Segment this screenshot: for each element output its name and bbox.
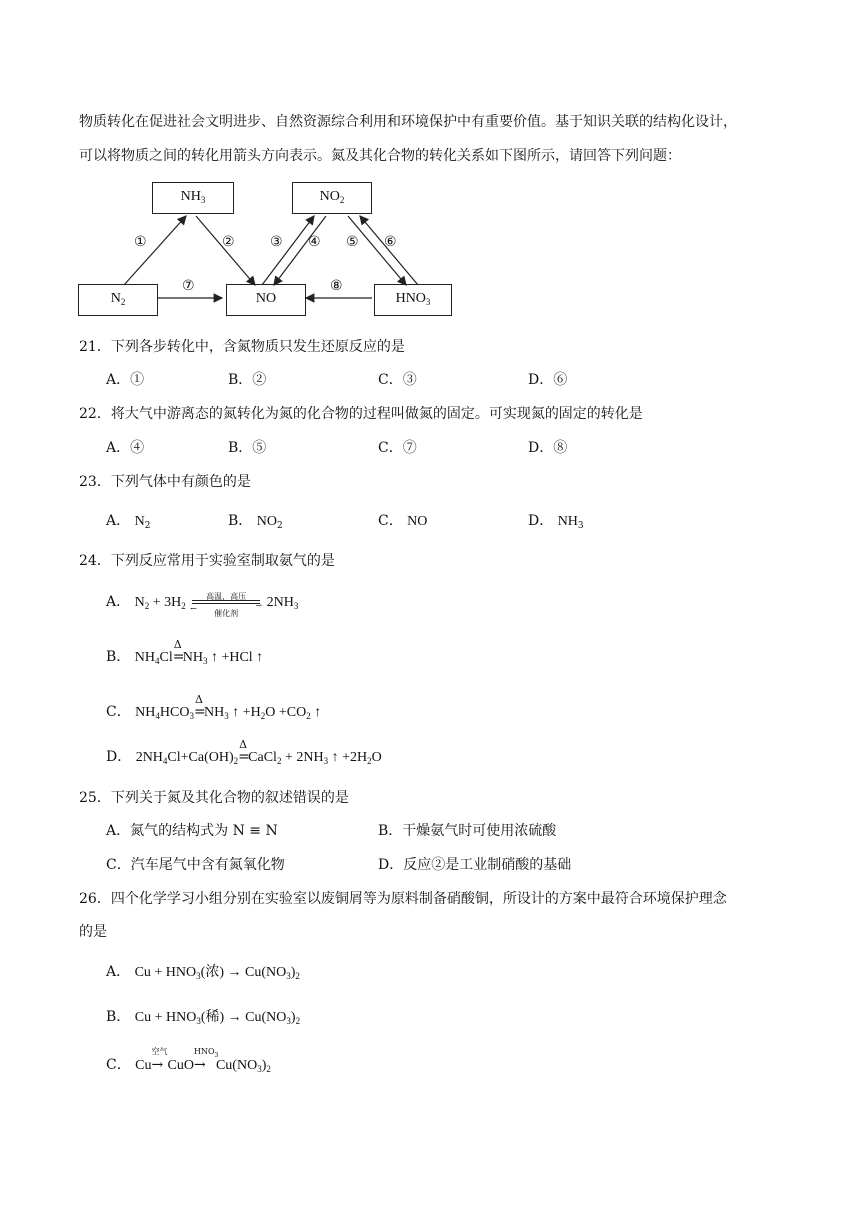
q21-option-b[interactable]: B．②: [228, 372, 267, 388]
q26-c-condition-1: 空气: [151, 1047, 168, 1056]
q24-option-a[interactable]: A． $N_2 + 3H_2$ 高温，高压 ⇀ ↽ 催化剂 $2NH_3$: [106, 592, 298, 613]
q22-option-a[interactable]: A．④: [106, 440, 145, 456]
q25-option-a[interactable]: A．氮气的结构式为 N ≡ N: [106, 823, 278, 839]
q24-option-c[interactable]: C． $NH_4HCO_3$ Δ $=NH_3$ ↑ $+H_2O +CO_2$ ↑: [106, 693, 322, 721]
arrow-2: [196, 216, 255, 285]
q24-a-condition-bottom: 催化剂: [214, 609, 239, 618]
q26-option-a[interactable]: A． $Cu + HNO_3$(浓) → $Cu(NO_3)_2$: [106, 964, 300, 981]
label-1: ①: [134, 234, 147, 250]
box-nh3: $NH_3$: [152, 182, 234, 214]
arrow-3: [262, 216, 314, 285]
q26-stem-line-1: 26．四个化学学习小组分别在实验室以废铜屑等为原料制备硝酸铜，所设计的方案中最符合环境保护理念: [79, 891, 727, 907]
label-2: ②: [222, 234, 235, 250]
box-no2: $NO_2$: [292, 182, 372, 214]
q23-option-b[interactable]: B． $NO_2$: [228, 513, 283, 531]
box-n2: $N_2$: [78, 284, 158, 316]
q24-a-condition-top: 高温，高压: [206, 592, 247, 601]
q25-stem: 25．下列关于氮及其化合物的叙述错误的是: [79, 790, 349, 806]
q25-option-c[interactable]: C．汽车尾气中含有氮氧化物: [106, 857, 285, 873]
intro-line-2: 可以将物质之间的转化用箭头方向表示。氮及其化合物的转化关系如下图所示，请回答下列问题：: [79, 148, 681, 164]
q21-option-a[interactable]: A．①: [106, 372, 145, 388]
q23-option-a[interactable]: A． $N_2$: [106, 513, 151, 531]
q22-stem: 22．将大气中游离态的氮转化为氮的化合物的过程叫做氮的固定。可实现氮的固定的转化是: [79, 406, 643, 422]
q21-option-d[interactable]: D．⑥: [528, 372, 568, 388]
q23-stem: 23．下列气体中有颜色的是: [79, 474, 251, 490]
nitrogen-conversion-diagram: [78, 182, 458, 318]
q22-option-b[interactable]: B．⑤: [228, 440, 267, 456]
intro-line-1: 物质转化在促进社会文明进步、自然资源综合利用和环境保护中有重要价值。基于知识关联的结构化设计，: [79, 114, 737, 130]
label-4: ④: [308, 234, 321, 250]
label-5: ⑤: [346, 234, 359, 250]
q21-stem: 21．下列各步转化中，含氮物质只发生还原反应的是: [79, 339, 405, 355]
q25-option-b[interactable]: B．干燥氨气时可使用浓硫酸: [378, 823, 557, 839]
q23-option-c[interactable]: C． NO: [378, 513, 428, 529]
label-7: ⑦: [182, 278, 195, 294]
q24-option-b[interactable]: B． $NH_4Cl$ Δ $=NH_3$ ↑ +HCl ↑: [106, 638, 264, 666]
q26-c-condition-2: $HNO_3$: [193, 1047, 219, 1059]
arrow-6: [360, 216, 418, 285]
arrow-1: [124, 216, 186, 285]
q22-option-d[interactable]: D．⑧: [528, 440, 568, 456]
q26-option-c[interactable]: C． Cu 空气 → CuO $HNO_3$ $\to Cu(NO_3)_2$: [106, 1055, 271, 1076]
q21-option-c[interactable]: C．③: [378, 372, 417, 388]
label-3: ③: [270, 234, 283, 250]
q24-option-d[interactable]: D． $2NH_4Cl+Ca(OH)_2$ Δ =CaCl$_2$ + $2NH_3$ ↑ $+2H_2O$: [106, 738, 382, 766]
q25-option-d[interactable]: D．反应②是工业制硝酸的基础: [378, 857, 572, 873]
arrow-5: [348, 216, 406, 285]
box-no: NO: [226, 284, 306, 316]
q24-stem: 24．下列反应常用于实验室制取氨气的是: [79, 553, 335, 569]
q23-option-d[interactable]: D． $NH_3$: [528, 513, 584, 531]
q22-option-c[interactable]: C．⑦: [378, 440, 417, 456]
label-6: ⑥: [384, 234, 397, 250]
label-8: ⑧: [330, 278, 343, 294]
q26-stem-line-2: 的是: [79, 924, 107, 940]
box-hno3: $HNO_3$: [374, 284, 452, 316]
q26-option-b[interactable]: B． $Cu + HNO_3$(稀) → $Cu(NO_3)_2$: [106, 1009, 301, 1026]
arrow-4: [274, 216, 326, 285]
